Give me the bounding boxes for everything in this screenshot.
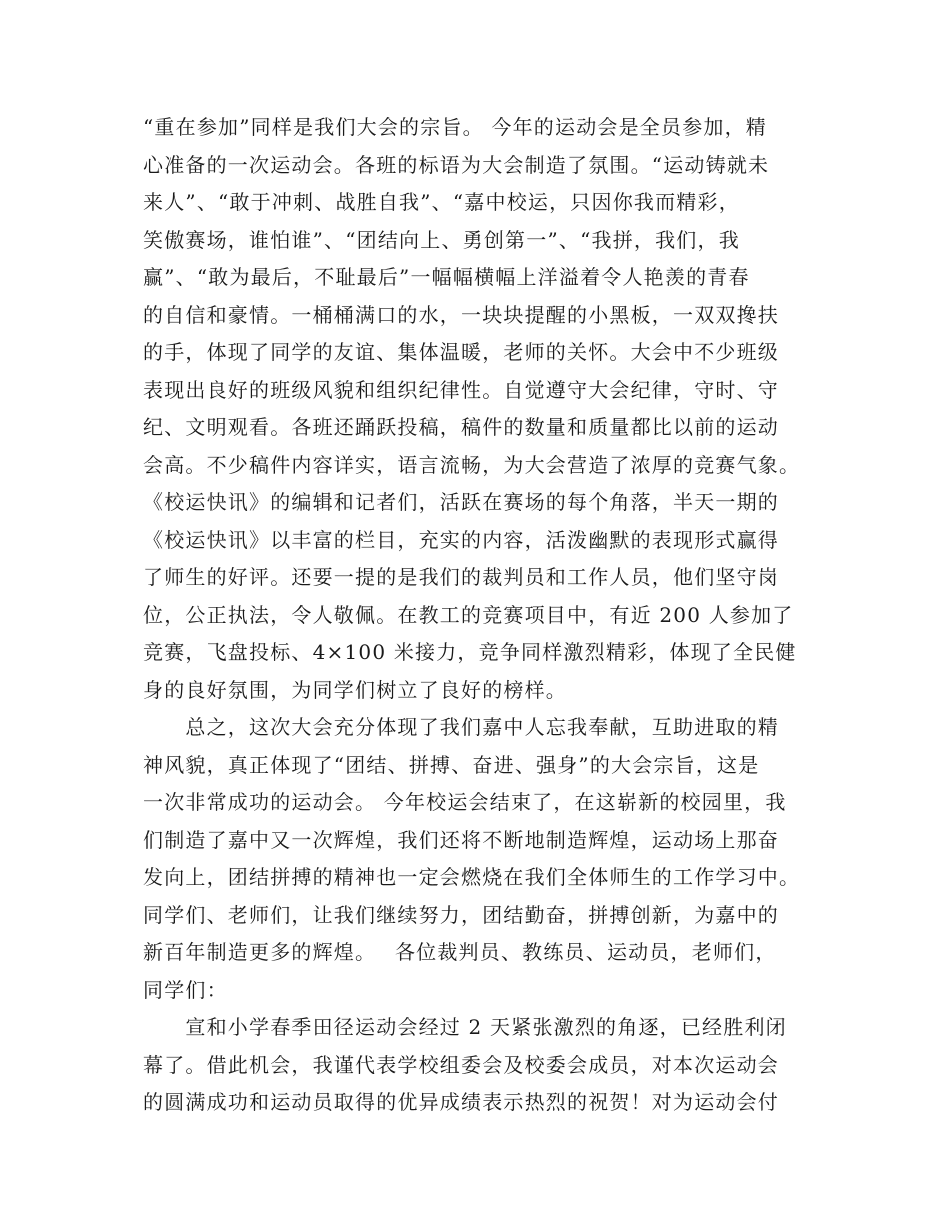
text-line: 纪、文明观看。各班还踊跃投稿，稿件的数量和质量都比以前的运动 (143, 415, 779, 439)
text-line: 幕了。借此机会，我谨代表学校组委会及校委会成员，对本次运动会 (143, 1052, 779, 1077)
text-line: 的圆满成功和运动员取得的优异成绩表示热烈的祝贺！对为运动会付 (143, 1090, 779, 1114)
text-line: 同学们： (143, 977, 228, 1002)
text-line: 心准备的一次运动会。各班的标语为大会制造了氛围。“运动铸就未 (143, 152, 770, 177)
text-line: 《校运快讯》的编辑和记者们，活跃在赛场的每个角落，半天一期的 (143, 490, 779, 514)
text-line: 的自信和豪情。一桶桶满口的水，一块块提醒的小黑板，一双双搀扶 (143, 302, 779, 327)
text-line: 身的良好氛围，为同学们树立了良好的榜样。 (143, 677, 567, 702)
text-line: “重在参加”同样是我们大会的宗旨。 今年的运动会是全员参加，精 (143, 115, 768, 139)
text-line: 了师生的好评。还要一提的是我们的裁判员和工作人员，他们坚守岗 (143, 565, 779, 589)
text-line: 们制造了嘉中又一次辉煌，我们还将不断地制造辉煌，运动场上那奋 (143, 827, 779, 852)
text-line: 位，公正执法，令人敬佩。在教工的竞赛项目中，有近 200 人参加了 (143, 602, 794, 627)
text-line: 发向上，团结拼搏的精神也一定会燃烧在我们全体师生的工作学习中。 (143, 865, 801, 889)
text-line: 表现出良好的班级风貌和组织纪律性。自觉遵守大会纪律，守时、守 (143, 377, 779, 402)
text-line: 会高。不少稿件内容详实，语言流畅，为大会营造了浓厚的竞赛气象。 (143, 452, 801, 477)
text-line: 竞赛，飞盘投标、4×100 米接力，竞争同样激烈精彩，体现了全民健 (143, 640, 797, 664)
text-line: 一次非常成功的运动会。 今年校运会结束了，在这崭新的校园里，我 (143, 790, 787, 814)
text-line: 赢”、“敢为最后，不耻最后”一幅幅横幅上洋溢着令人艳羡的青春 (143, 265, 750, 289)
text-line: 笑傲赛场，谁怕谁”、“团结向上、勇创第一”、“我拼，我们，我 (143, 227, 740, 252)
text-line: 同学们、老师们，让我们继续努力，团结勤奋，拼搏创新，为嘉中的 (143, 902, 779, 927)
text-line: 总之，这次大会充分体现了我们嘉中人忘我奉献，互助进取的精 (143, 715, 779, 739)
text-line: 的手，体现了同学的友谊、集体温暖，老师的关怀。大会中不少班级 (143, 340, 779, 364)
text-line: 神风貌，真正体现了“团结、拼搏、奋进、强身”的大会宗旨，这是 (143, 752, 760, 777)
text-line: 来人”、“敢于冲刺、战胜自我”、“嘉中校运，只因你我而精彩， (143, 190, 740, 214)
text-line: 《校运快讯》以丰富的栏目，充实的内容，活泼幽默的表现形式赢得 (143, 527, 779, 552)
document-body (143, 109, 823, 1122)
text-line: 新百年制造更多的辉煌。 各位裁判员、教练员、运动员，老师们， (143, 940, 777, 964)
text-line: 宣和小学春季田径运动会经过 2 天紧张激烈的角逐，已经胜利闭 (143, 1015, 787, 1039)
